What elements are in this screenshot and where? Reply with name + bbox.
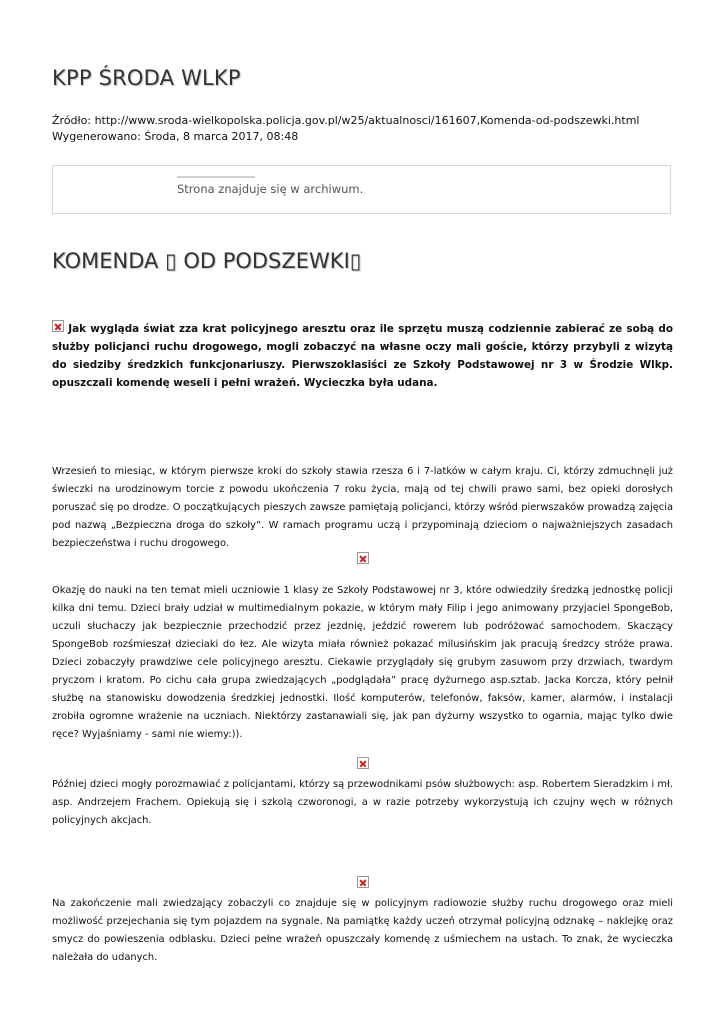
broken-image-icon (52, 320, 64, 332)
paragraph-4: Na zakończenie mali zwiedzający zobaczyli co znajduje się w policyjnym radiowozie służby ruchu drogowego oraz mieli możliwość przejechania się tym pojazdem na sygnale. Na pamiątkę każdy uczeń otrzymał policyjną odznakę – naklejkę oraz smycz do powieszenia odblasku. Dzieci pełne wrażeń opuszczały komendę z uśmiechem na ustach. To znak, że wycieczka należała do udanych. (52, 898, 673, 963)
broken-image-icon (357, 876, 369, 888)
source-line: Źródło: http://www.sroda-wielkopolska.policja.gov.pl/w25/aktualnosci/161607,Komenda-od-podszewki.html (52, 114, 640, 127)
broken-image-icon (357, 552, 369, 564)
archive-notice-box (52, 165, 671, 214)
lead-text: Jak wygląda świat zza krat policyjnego aresztu oraz ile sprzętu muszą codziennie zabierać ze sobą do służby policjanci ruchu drogowego, mogli zobaczyć na własne oczy mali goście, którzy przybyli z wizytą do siedziby średzkich funkcjonariuszy. Pierwszoklasiści ze Szkoły Podstawowej nr 3 w Środzie Wlkp. opuszczali komendę weseli i pełni wrażeń. Wycieczka była udana. (52, 323, 673, 389)
broken-image-icon (357, 757, 369, 769)
paragraph-2: Okazję do nauki na ten temat mieli uczniowie 1 klasy ze Szkoły Podstawowej nr 3, które odwiedziły średzką jednostkę policji kilka dni temu. Dzieci brały udział w multimedialnym pokazie, w którym mały Filip i jego animowany przyjaciel SpongeBob, uczuli słuchaczy jak bezpiecznie przechodzić przez jezdnię, jeździć rowerem lub podróżować samochodem. Skaczący SpongeBob rozśmieszał dzieciaki do łez. Ale wizyta miała również pokazać milusińskim jak pracują średzcy stróże prawa. Dzieci zobaczyły prawdziwe cele policyjnego aresztu. Ciekawie przyglądały się grubym zasuwom przy drzwiach, twardym pryczom i kratom. Po cichu cała grupa zwiedzających „podglądała” pracę dyżurnego asp.sztab. Jacka Korcza, który pełnił służbę na stanowisku dowodzenia średzkiej jednostki. Ilość komputerów, telefonów, faksów, kamer, alarmów, i instalacji zrobiła ogromne wrażenie na uczniach. Niektórzy zastanawiali się, jak pan dyżurny wszystko to ogarnia, mając tylko dwie ręce? Wyjaśniamy - sami nie wiemy:)). (52, 585, 673, 740)
article-title: KOMENDA ▯ OD PODSZEWKI▯ (52, 249, 362, 273)
archive-notice: Strona znajduje się w archiwum. (177, 182, 364, 196)
site-title: KPP ŚRODA WLKP (52, 66, 241, 90)
paragraph-1: Wrzesień to miesiąc, w którym pierwsze kroki do szkoły stawia rzesza 6 i 7-latków w całym kraju. Ci, którzy zdmuchnęli już świeczki na urodzinowym torcie z powodu ukończenia 7 roku życia, mają od tej chwili prawo sami, bez opieki dorosłych poruszać się po drodze. O początkujących pieszych zawsze pamiętają policjanci, którzy wśród pierwszaków prowadzą zajęcia pod nazwą „Bezpieczna droga do szkoły”. W ramach programu uczą i przypominają dzieciom o najważniejszych zasadach bezpieczeństwa i ruchu drogowego. (52, 466, 673, 549)
image-placeholder-2 (52, 757, 673, 771)
image-placeholder-3 (52, 876, 673, 890)
archive-divider (177, 176, 255, 178)
generated-line: Wygenerowano: Środa, 8 marca 2017, 08:48 (52, 130, 299, 143)
article-lead (52, 320, 673, 392)
image-placeholder-1 (52, 552, 673, 566)
meta-info (52, 113, 639, 145)
paragraph-3: Później dzieci mogły porozmawiać z policjantami, którzy są przewodnikami psów służbowych: asp. Robertem Sieradzkim i mł. asp. Andrzejem Frachem. Opiekują się i szkolą czworonogi, a w razie potrzeby wykorzystują ich czujny węch w różnych policyjnych akcjach. (52, 779, 673, 826)
